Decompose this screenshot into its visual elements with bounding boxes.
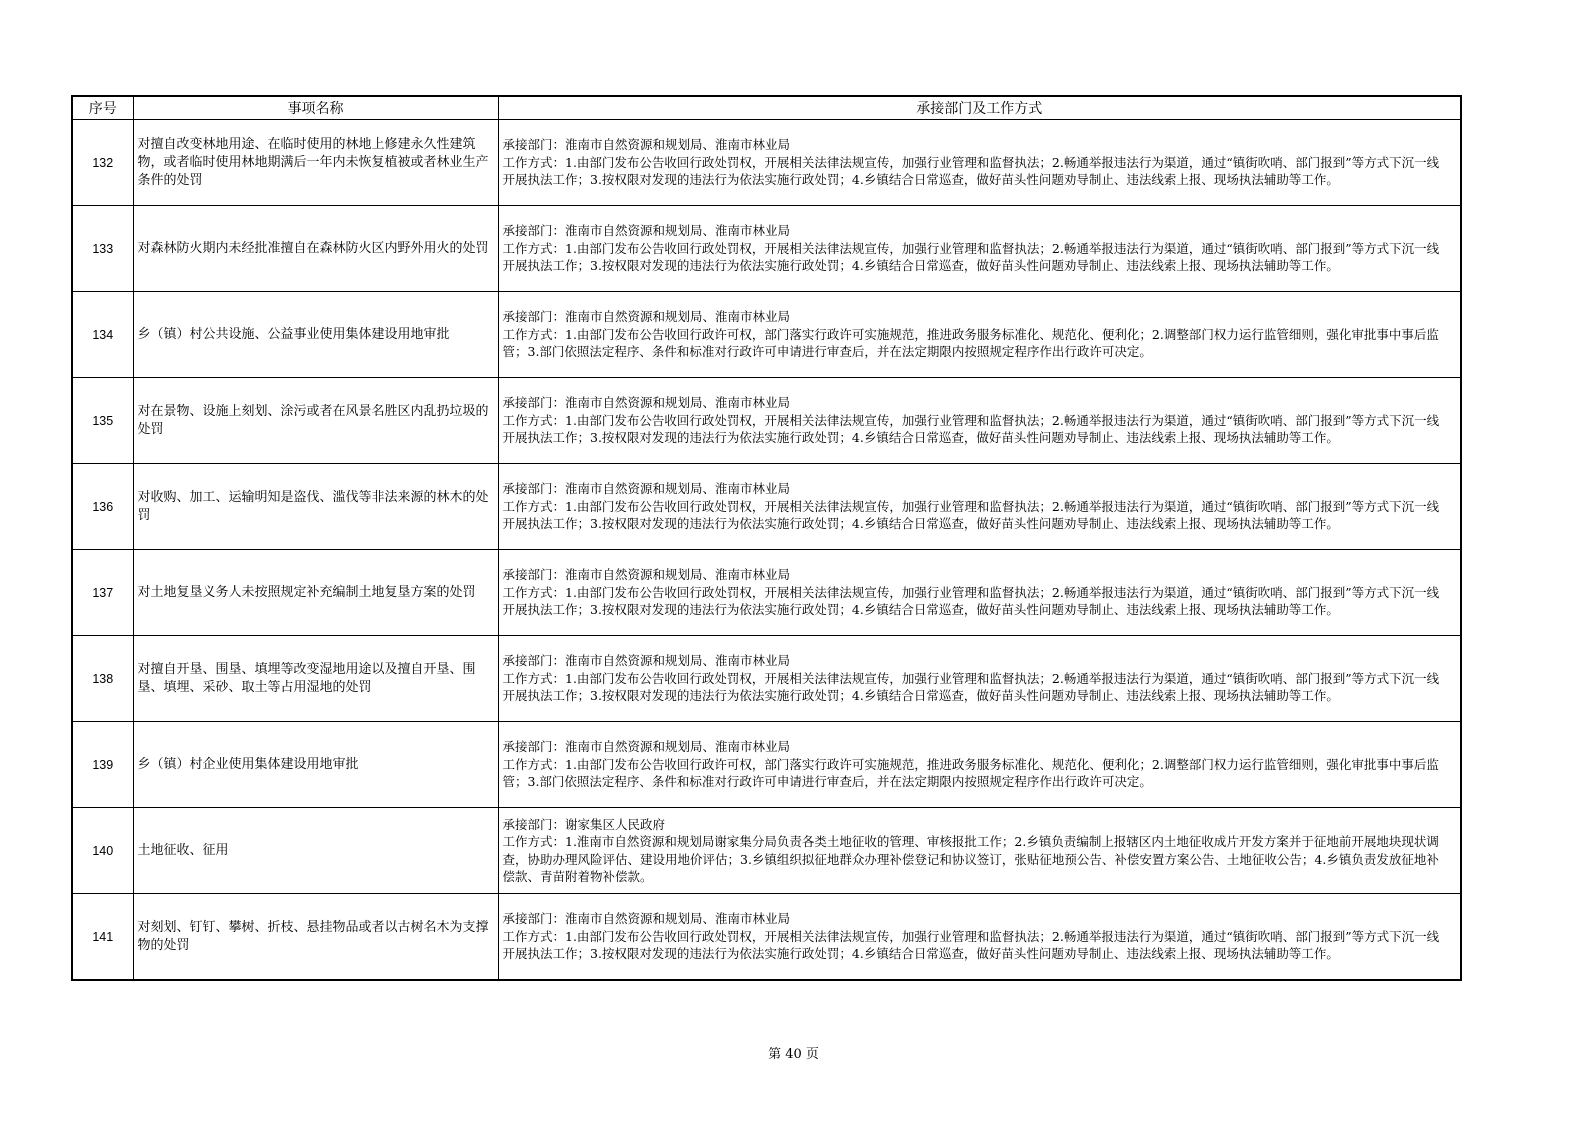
row-department: 承接部门：淮南市自然资源和规划局、淮南市林业局 (502, 653, 791, 669)
row-num: 135 (72, 378, 133, 464)
table-row (72, 550, 1461, 636)
row-work-method: 工作方式：1.由部门发布公告收回行政处罚权，开展相关法律法规宣传，加强行业管理和监督执法；2.畅通举报违法行为渠道，通过“镇街吹哨、部门报到”等方式下沉一线开展执法工作；3.按权限对发现的违法行为依法实施行政处罚；4.乡镇结合日常巡查，做好苗头性问题劝导制止、违法线索上报、现场执法辅助等工作。 (502, 240, 1440, 274)
table-row (72, 808, 1461, 894)
row-dept-cell (498, 206, 1461, 292)
row-item-name: 对刻划、钉钉、攀树、折枝、悬挂物品或者以古树名木为支撑物的处罚 (133, 894, 498, 981)
table-row (72, 636, 1461, 722)
row-num: 141 (72, 894, 133, 981)
row-num: 140 (72, 808, 133, 894)
table-row (72, 206, 1461, 292)
row-item-name: 对收购、加工、运输明知是盗伐、滥伐等非法来源的林木的处罚 (133, 464, 498, 550)
row-dept-cell (498, 378, 1461, 464)
row-item-name: 对擅自开垦、围垦、填埋等改变湿地用途以及擅自开垦、围垦、填埋、采砂、取土等占用湿地的处罚 (133, 636, 498, 722)
row-work-method: 工作方式：1.由部门发布公告收回行政处罚权，开展相关法律法规宣传，加强行业管理和监督执法；2.畅通举报违法行为渠道，通过“镇街吹哨、部门报到”等方式下沉一线开展执法工作；3.按权限对发现的违法行为依法实施行政处罚；4.乡镇结合日常巡查，做好苗头性问题劝导制止、违法线索上报、现场执法辅助等工作。 (502, 154, 1440, 188)
row-department: 承接部门：谢家集区人民政府 (502, 816, 666, 832)
row-dept-cell (498, 120, 1461, 206)
row-department: 承接部门：淮南市自然资源和规划局、淮南市林业局 (502, 567, 791, 583)
row-work-method: 工作方式：1.由部门发布公告收回行政处罚权，开展相关法律法规宣传，加强行业管理和监督执法；2.畅通举报违法行为渠道，通过“镇街吹哨、部门报到”等方式下沉一线开展执法工作；3.按权限对发现的违法行为依法实施行政处罚；4.乡镇结合日常巡查，做好苗头性问题劝导制止、违法线索上报、现场执法辅助等工作。 (502, 670, 1440, 704)
table-row (72, 120, 1461, 206)
row-num: 137 (72, 550, 133, 636)
row-dept-cell (498, 550, 1461, 636)
row-work-method: 工作方式：1.由部门发布公告收回行政处罚权，开展相关法律法规宣传，加强行业管理和监督执法；2.畅通举报违法行为渠道，通过“镇街吹哨、部门报到”等方式下沉一线开展执法工作；3.按权限对发现的违法行为依法实施行政处罚；4.乡镇结合日常巡查，做好苗头性问题劝导制止、违法线索上报、现场执法辅助等工作。 (502, 412, 1440, 446)
row-dept-cell (498, 894, 1461, 981)
row-work-method: 工作方式：1.由部门发布公告收回行政许可权，部门落实行政许可实施规范，推进政务服务标准化、规范化、便利化；2.调整部门权力运行监管细则，强化审批事中事后监管；3.部门依照法定程序、条件和标准对行政许可申请进行审查后，并在法定期限内按照规定程序作出行政许可决定。 (502, 326, 1439, 360)
page-number: 第 40 页 (768, 1047, 819, 1062)
table-row (72, 464, 1461, 550)
row-num: 139 (72, 722, 133, 808)
row-work-method: 工作方式：1.由部门发布公告收回行政许可权，部门落实行政许可实施规范，推进政务服务标准化、规范化、便利化；2.调整部门权力运行监管细则，强化审批事中事后监管；3.部门依照法定程序、条件和标准对行政许可申请进行审查后，并在法定期限内按照规定程序作出行政许可决定。 (502, 756, 1439, 790)
row-work-method: 工作方式：1.淮南市自然资源和规划局谢家集分局负责各类土地征收的管理、审核报批工作；2.乡镇负责编制上报辖区内土地征收成片开发方案并于征地前开展地块现状调查，协助办理风险评估、建设用地价评估；3.乡镇组织拟征地群众办理补偿登记和协议签订，张贴征地预公告、补偿安置方案公告、土地征收公告；4.乡镇负责发放征地补偿款、青苗附着物补偿款。 (502, 834, 1439, 884)
row-item-name: 乡（镇）村公共设施、公益事业使用集体建设用地审批 (133, 292, 498, 378)
row-item-name: 乡（镇）村企业使用集体建设用地审批 (133, 722, 498, 808)
header-name: 事项名称 (133, 96, 498, 120)
header-num: 序号 (72, 96, 133, 120)
items-table (71, 95, 1462, 981)
row-num: 132 (72, 120, 133, 206)
row-department: 承接部门：淮南市自然资源和规划局、淮南市林业局 (502, 481, 791, 497)
row-work-method: 工作方式：1.由部门发布公告收回行政处罚权，开展相关法律法规宣传，加强行业管理和监督执法；2.畅通举报违法行为渠道，通过“镇街吹哨、部门报到”等方式下沉一线开展执法工作；3.按权限对发现的违法行为依法实施行政处罚；4.乡镇结合日常巡查，做好苗头性问题劝导制止、违法线索上报、现场执法辅助等工作。 (502, 584, 1440, 618)
table-row (72, 378, 1461, 464)
row-num: 134 (72, 292, 133, 378)
row-work-method: 工作方式：1.由部门发布公告收回行政处罚权，开展相关法律法规宣传，加强行业管理和监督执法；2.畅通举报违法行为渠道，通过“镇街吹哨、部门报到”等方式下沉一线开展执法工作；3.按权限对发现的违法行为依法实施行政处罚；4.乡镇结合日常巡查，做好苗头性问题劝导制止、违法线索上报、现场执法辅助等工作。 (502, 928, 1440, 962)
table-row (72, 894, 1461, 981)
row-dept-cell (498, 808, 1461, 894)
table-row (72, 292, 1461, 378)
row-num: 138 (72, 636, 133, 722)
row-dept-cell (498, 636, 1461, 722)
row-dept-cell (498, 292, 1461, 378)
row-department: 承接部门：淮南市自然资源和规划局、淮南市林业局 (502, 223, 791, 239)
table-row (72, 722, 1461, 808)
row-dept-cell (498, 722, 1461, 808)
row-department: 承接部门：淮南市自然资源和规划局、淮南市林业局 (502, 911, 791, 927)
row-item-name: 对在景物、设施上刻划、涂污或者在风景名胜区内乱扔垃圾的处罚 (133, 378, 498, 464)
row-work-method: 工作方式：1.由部门发布公告收回行政处罚权，开展相关法律法规宣传，加强行业管理和监督执法；2.畅通举报违法行为渠道，通过“镇街吹哨、部门报到”等方式下沉一线开展执法工作；3.按权限对发现的违法行为依法实施行政处罚；4.乡镇结合日常巡查，做好苗头性问题劝导制止、违法线索上报、现场执法辅助等工作。 (502, 498, 1440, 532)
table-header-row (72, 96, 1461, 120)
row-dept-cell (498, 464, 1461, 550)
row-department: 承接部门：淮南市自然资源和规划局、淮南市林业局 (502, 395, 791, 411)
header-dept: 承接部门及工作方式 (498, 96, 1461, 120)
row-item-name: 对擅自改变林地用途、在临时使用的林地上修建永久性建筑物，或者临时使用林地期满后一年内未恢复植被或者林业生产条件的处罚 (133, 120, 498, 206)
row-department: 承接部门：淮南市自然资源和规划局、淮南市林业局 (502, 309, 791, 325)
row-num: 136 (72, 464, 133, 550)
row-department: 承接部门：淮南市自然资源和规划局、淮南市林业局 (502, 137, 791, 153)
row-num: 133 (72, 206, 133, 292)
row-item-name: 土地征收、征用 (133, 808, 498, 894)
row-department: 承接部门：淮南市自然资源和规划局、淮南市林业局 (502, 739, 791, 755)
row-item-name: 对土地复垦义务人未按照规定补充编制土地复垦方案的处罚 (133, 550, 498, 636)
row-item-name: 对森林防火期内未经批准擅自在森林防火区内野外用火的处罚 (133, 206, 498, 292)
